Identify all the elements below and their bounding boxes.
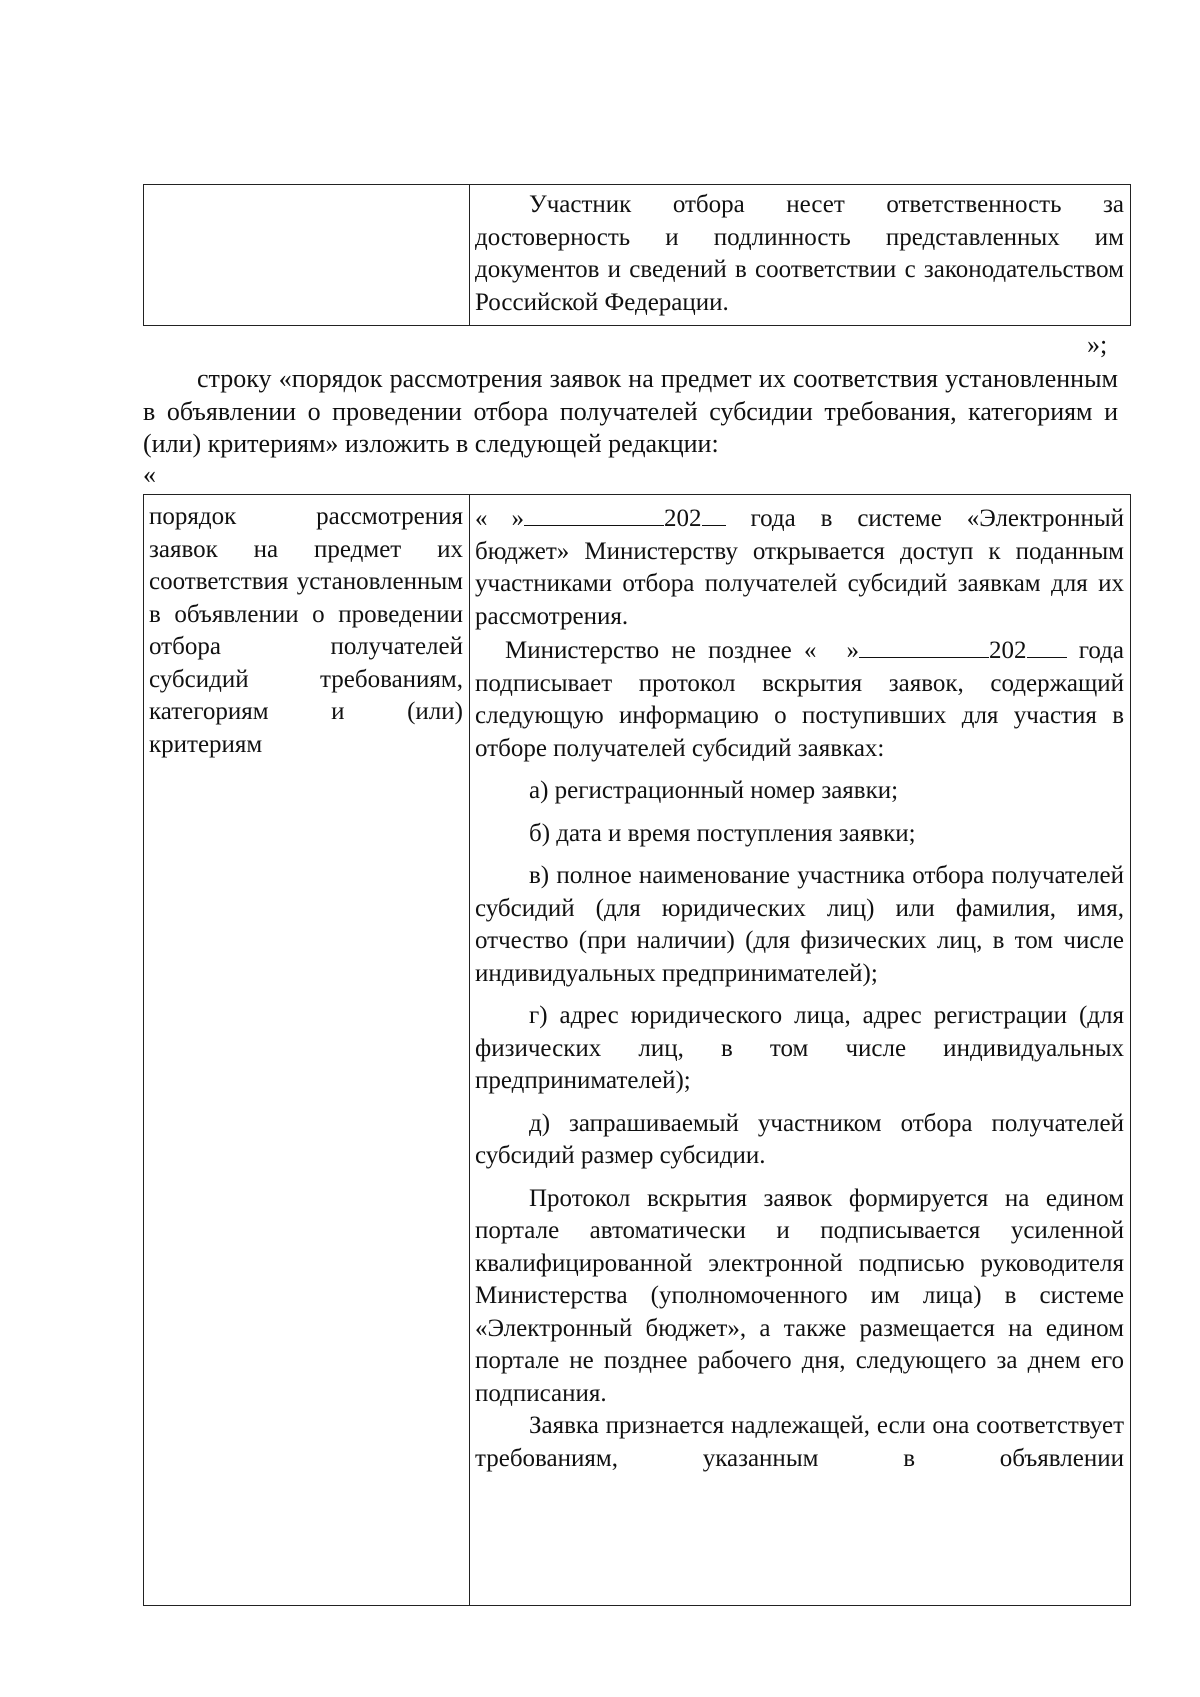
row-title: порядок рассмотрения заявок на предмет их соответствия установленным в объявлении о проведении отбора получателей субсидий требованиям, категориям и (или) критериям bbox=[149, 503, 463, 758]
table-cell-right bbox=[470, 495, 1131, 1606]
table-cell-right bbox=[470, 185, 1131, 326]
date-blank bbox=[859, 633, 989, 658]
paragraph-application-proper: Заявка признается надлежащей, если она соответствует требованиям, указанным в объявлении bbox=[475, 1412, 1124, 1472]
table-previous-row bbox=[143, 184, 1131, 326]
list-item-v: в) полное наименование участника отбора получателей субсидий (для юридических лиц) или фамилия, имя, отчество (при наличии) (для физических лиц, в том числе индивидуальных предпринимателей); bbox=[475, 862, 1124, 987]
list-item-a: а) регистрационный номер заявки; bbox=[529, 777, 899, 804]
opening-quote: « bbox=[143, 460, 156, 489]
list-item-d: д) запрашиваемый участником отбора получателей субсидий размер субсидии. bbox=[475, 1109, 1124, 1169]
year-blank bbox=[702, 501, 726, 526]
paragraph-protocol-signing: Министерство не позднее « » 202 года подписывает протокол вскрытия заявок, содержащий следующую информацию о поступивших для участия в отборе получателей субсидий заявках: bbox=[475, 633, 1124, 765]
date-blank bbox=[524, 501, 664, 526]
table-cell-left-empty bbox=[144, 185, 470, 326]
intro-paragraph: строку «порядок рассмотрения заявок на предмет их соответствия установленным в объявлении о проведении отбора получателей субсидии требования, категориям и (или) критериям» изложить в следующей редакции: bbox=[143, 364, 1118, 458]
closing-quote: »; bbox=[1087, 330, 1108, 359]
table-cell-left bbox=[144, 495, 470, 1606]
list-item-b: б) дата и время поступления заявки; bbox=[529, 819, 916, 847]
responsibility-paragraph: Участник отбора несет ответственность за достоверность и подлинность представленных им документов и сведений в соответствии с законодательством Российской Федерации. bbox=[475, 191, 1124, 316]
list-item-g: г) адрес юридического лица, адрес регистрации (для физических лиц, в том числе индивидуальных предпринимателей); bbox=[475, 1002, 1124, 1094]
year-blank bbox=[1027, 633, 1067, 658]
paragraph-access: « » 202 года в системе «Электронный бюджет» Министерству открывается доступ к поданным участниками отбора получателей субсидий заявкам для их рассмотрения. bbox=[475, 501, 1124, 633]
paragraph-protocol-forming: Протокол вскрытия заявок формируется на едином портале автоматически и подписывается усиленной квалифицированной электронной подписью руководителя Министерства (уполномоченного им лица) в системе «Электронный бюджет», а также размещается на едином портале не позднее рабочего дня, следующего за днем его подписания. bbox=[475, 1184, 1124, 1407]
table-row bbox=[144, 495, 1131, 1606]
table-row bbox=[144, 185, 1131, 326]
table-new-row bbox=[143, 494, 1131, 1606]
